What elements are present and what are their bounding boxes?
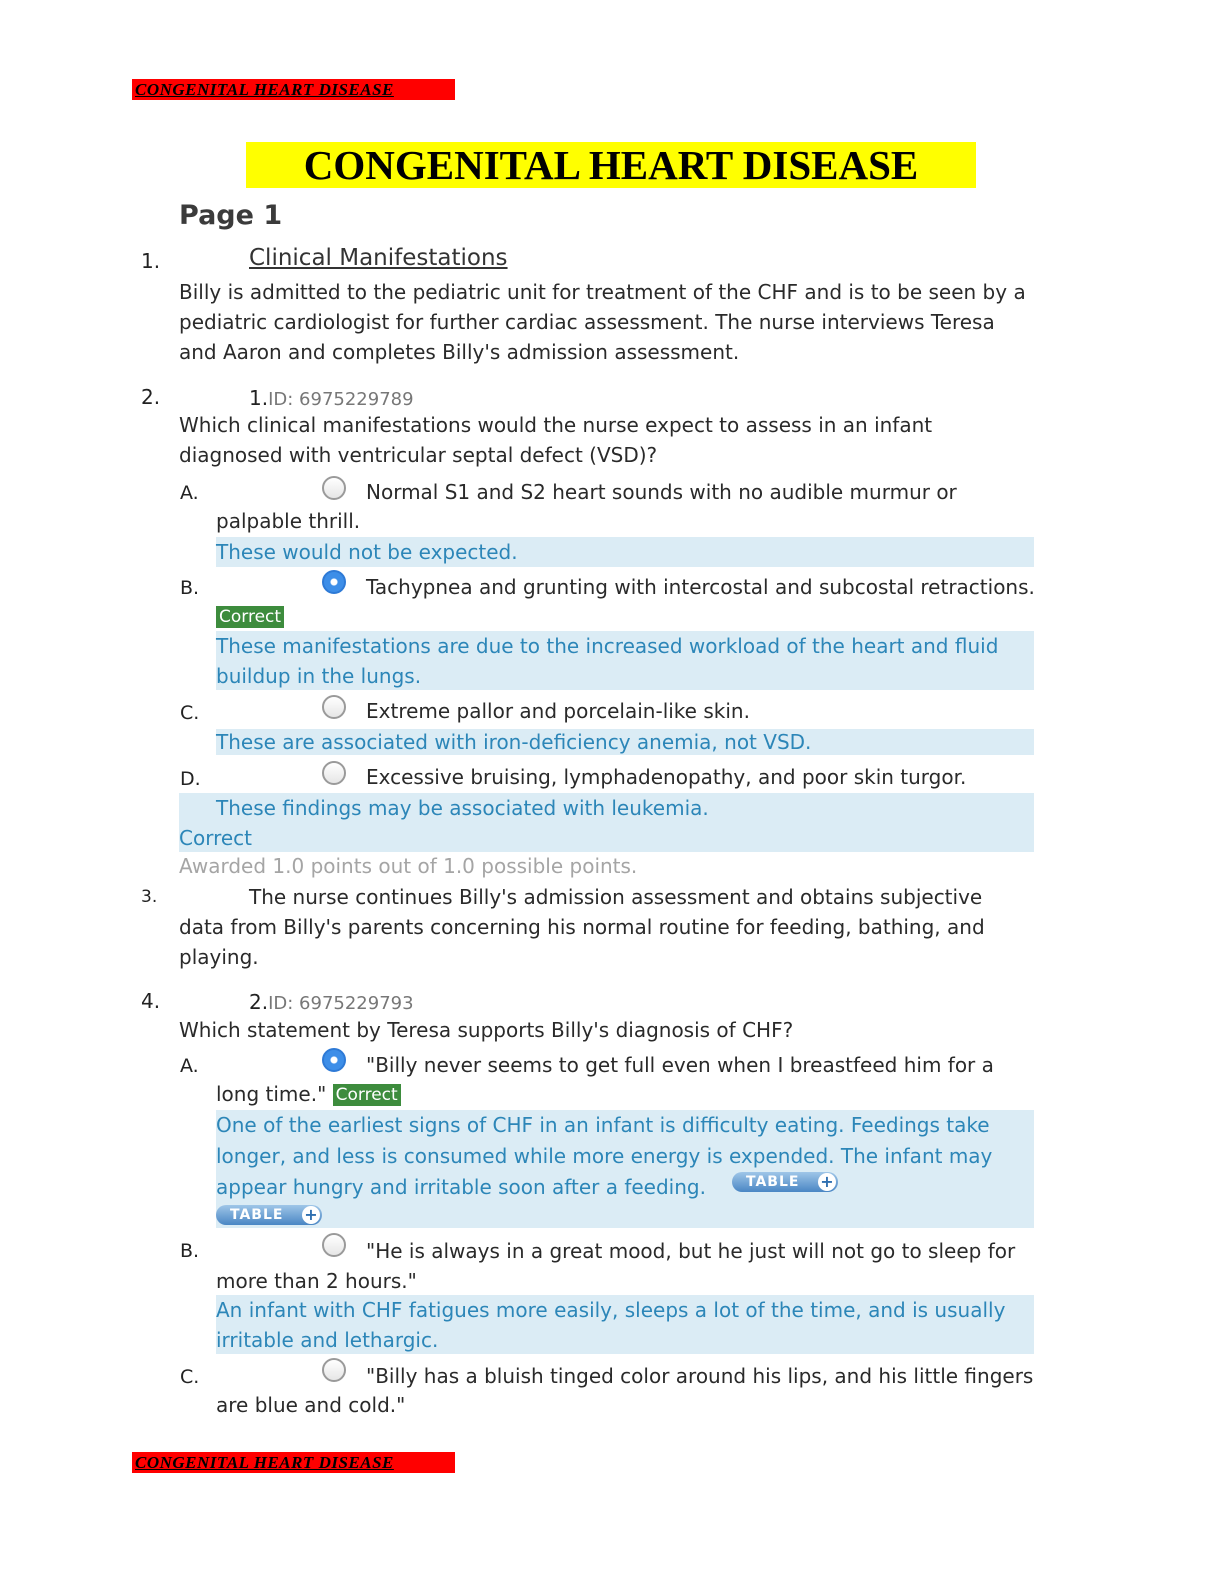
table-button[interactable] — [732, 1172, 838, 1192]
option-text: Excessive bruising, lymphadenopathy, and poor skin turgor. — [366, 765, 967, 789]
option-letter: B. — [180, 577, 200, 599]
question-id-value: ID: 6975229793 — [268, 993, 414, 1014]
feedback-box — [216, 537, 1034, 567]
option-letter: D. — [180, 768, 201, 790]
result-label: Correct — [179, 826, 252, 850]
points-awarded: Awarded 1.0 points out of 1.0 possible points. — [179, 854, 638, 878]
page-number-label: Page 1 — [179, 200, 283, 231]
question-id-value: ID: 6975229789 — [268, 389, 414, 410]
option-letter: A. — [180, 482, 199, 504]
feedback-text: These findings may be associated with leukemia. — [216, 796, 709, 820]
option-text: "He is always in a great mood, but he just will not go to sleep for more than 2 hours." — [216, 1239, 1016, 1293]
feedback-box — [179, 793, 1034, 852]
option-letter: C. — [180, 1366, 200, 1388]
option-text: "Billy has a bluish tinged color around his lips, and his little fingers are blue and cold." — [216, 1364, 1034, 1417]
table-button[interactable] — [216, 1205, 322, 1225]
option-text: Extreme pallor and porcelain-like skin. — [366, 699, 750, 723]
plus-icon: + — [302, 1206, 320, 1224]
question-id — [249, 990, 414, 1014]
feedback-text: An infant with CHF fatigues more easily, sleeps a lot of the time, and is usually irritable and lethargic. — [216, 1298, 1006, 1352]
option-letter: C. — [180, 702, 200, 724]
correct-badge: Correct — [216, 606, 284, 628]
item-number: 2. — [141, 385, 161, 409]
feedback-box — [216, 729, 1034, 755]
option-text-content: "Billy never seems to get full even when I breastfeed him for a long time." — [216, 1053, 994, 1106]
section-body: Billy is admitted to the pediatric unit for treatment of the CHF and is to be seen by a pediatric cardiologist for further cardiac assessment. The nurse interviews Teresa and Aaron and completes Billy's admission assessment. — [179, 280, 1026, 364]
feedback-box — [216, 1110, 1034, 1228]
option-letter: A. — [180, 1055, 199, 1077]
option-text: Normal S1 and S2 heart sounds with no audible murmur or palpable thrill. — [216, 480, 957, 533]
feedback-box — [216, 1295, 1034, 1354]
feedback-text: One of the earliest signs of CHF in an infant is difficulty eating. Feedings take longer, and less is consumed while more energy is expended. The infant may appear hungry and irritable soon after a feeding. — [216, 1113, 993, 1199]
table-button-label: TABLE — [746, 1174, 800, 1190]
item-number: 1. — [141, 249, 161, 273]
feedback-box — [216, 631, 1034, 690]
question-number: 2. — [249, 990, 269, 1014]
option-text-content: Tachypnea and grunting with intercostal and subcostal retractions. — [366, 575, 1035, 599]
table-button-label: TABLE — [230, 1207, 284, 1223]
item-number: 4. — [141, 989, 161, 1013]
question-text: Which statement by Teresa supports Billy's diagnosis of CHF? — [179, 1018, 794, 1042]
question-id — [249, 386, 414, 410]
question-text: Which clinical manifestations would the nurse expect to assess in an infant diagnosed with ventricular septal defect (VSD)? — [179, 413, 933, 467]
plus-icon: + — [818, 1173, 836, 1191]
section-heading-link[interactable]: Clinical Manifestations — [249, 245, 508, 271]
running-footer: CONGENITAL HEART DISEASE — [132, 1452, 455, 1473]
section-body: The nurse continues Billy's admission assessment and obtains subjective data from Billy's parents concerning his normal routine for feeding, bathing, and playing. — [179, 885, 985, 969]
correct-badge: Correct — [333, 1084, 401, 1106]
page-title: CONGENITAL HEART DISEASE — [246, 142, 976, 188]
feedback-text: These are associated with iron-deficiency anemia, not VSD. — [216, 730, 812, 754]
item-number: 3. — [141, 887, 158, 907]
option-text — [216, 1051, 1036, 1109]
feedback-text: These would not be expected. — [216, 540, 518, 564]
running-header: CONGENITAL HEART DISEASE — [132, 79, 455, 100]
option-letter: B. — [180, 1240, 200, 1262]
option-text — [216, 573, 1036, 631]
feedback-text: These manifestations are due to the increased workload of the heart and fluid buildup in the lungs. — [216, 634, 999, 688]
question-number: 1. — [249, 386, 269, 410]
